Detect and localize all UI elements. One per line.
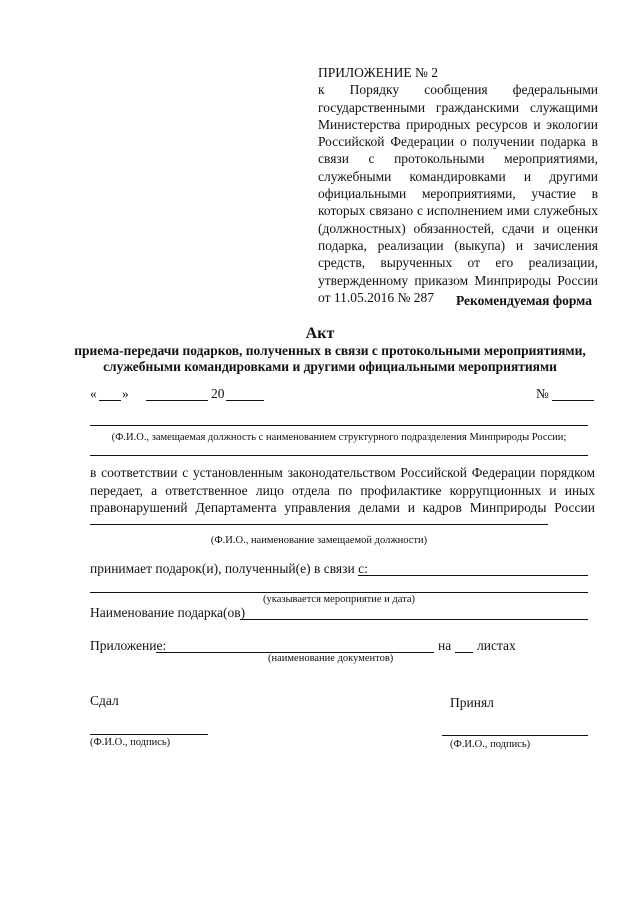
date-month-field[interactable] bbox=[146, 400, 208, 401]
sheets-count-field[interactable] bbox=[455, 652, 473, 653]
number-sign: № bbox=[536, 386, 549, 401]
appendix-line: государственными гражданскими служащими bbox=[318, 99, 598, 115]
gift-name-label: Наименование подарка(ов) bbox=[90, 605, 246, 620]
caption-sign-left: (Ф.И.О., подпись) bbox=[90, 737, 171, 748]
body-line: правонарушений Департамента управления делами и кадров Минприроды России bbox=[90, 500, 595, 515]
appendix-line: которых связано с исполнением ими служебных bbox=[318, 203, 598, 219]
appendix-line: служебными командировками и другими bbox=[318, 168, 598, 184]
received-signature-field[interactable] bbox=[442, 735, 588, 736]
attachment-label: Приложение: bbox=[90, 638, 167, 653]
appendix-line: Российской Федерации о получении подарка в bbox=[318, 134, 598, 150]
event-field-2[interactable] bbox=[90, 592, 588, 593]
recommended-form-label: Рекомендуемая форма bbox=[455, 293, 592, 308]
date-year-prefix: 20 bbox=[211, 386, 225, 401]
handed-label: Сдал bbox=[90, 693, 119, 708]
caption-docs: (наименование документов) bbox=[268, 653, 394, 664]
caption-event: (указывается мероприятие и дата) bbox=[263, 594, 415, 605]
fio-position-field-2[interactable] bbox=[90, 455, 588, 456]
on-label: на bbox=[438, 638, 452, 653]
date-day-field[interactable] bbox=[99, 400, 121, 401]
act-number-field[interactable] bbox=[552, 400, 594, 401]
act-title: Акт bbox=[305, 325, 335, 342]
date-open-quote: « bbox=[90, 386, 97, 401]
caption-sign-right: (Ф.И.О., подпись) bbox=[450, 739, 531, 750]
appendix-title: ПРИЛОЖЕНИЕ № 2 bbox=[318, 65, 439, 80]
appendix-line: официальными мероприятиями, участие в bbox=[318, 186, 598, 202]
handed-signature-field[interactable] bbox=[90, 734, 208, 735]
appendix-line: Министерства природных ресурсов и экологии bbox=[318, 116, 598, 132]
accepts-label: принимает подарок(и), полученный(е) в связи с: bbox=[90, 561, 368, 576]
appendix-line: средств, вырученных от его реализации, bbox=[318, 255, 598, 271]
body-paragraph bbox=[90, 464, 595, 517]
appendix-block bbox=[318, 64, 598, 306]
fio-position-field[interactable] bbox=[90, 425, 588, 426]
appendix-line: связи с протокольными мероприятиями, bbox=[318, 151, 598, 167]
date-year-field[interactable] bbox=[226, 400, 264, 401]
act-subtitle-1: приема-передачи подарков, полученных в связи с протокольными мероприятиями, bbox=[74, 343, 586, 358]
caption-fio-position: (Ф.И.О., замещаемая должность с наименованием структурного подразделения Минприроды России; bbox=[111, 432, 567, 443]
appendix-line: подарка, реализации (выкупа) и зачисления bbox=[318, 237, 598, 253]
appendix-line: (должностных) обязанностей, сдачи и оценки bbox=[318, 220, 598, 236]
appendix-line: от 11.05.2016 № 287 bbox=[318, 289, 434, 305]
appendix-line: утвержденному приказом Минприроды России bbox=[318, 272, 598, 288]
date-close-quote: » bbox=[122, 386, 129, 401]
body-line: передает, а ответственное лицо отдела по профилактике коррупционных и иных bbox=[90, 482, 595, 498]
act-subtitle-2: служебными командировками и другими официальными мероприятиями bbox=[103, 359, 557, 374]
sheets-label: листах bbox=[477, 638, 516, 653]
appendix-line: к Порядку сообщения федеральными bbox=[318, 82, 598, 98]
gift-name-field[interactable] bbox=[240, 619, 588, 620]
received-label: Принял bbox=[450, 695, 494, 710]
caption-fio-held: (Ф.И.О., наименование замещаемой должности) bbox=[210, 535, 428, 546]
event-field[interactable] bbox=[358, 575, 588, 576]
body-line: в соответствии с установленным законодательством Российской Федерации порядком bbox=[90, 465, 595, 480]
fio-held-field[interactable] bbox=[90, 524, 548, 525]
